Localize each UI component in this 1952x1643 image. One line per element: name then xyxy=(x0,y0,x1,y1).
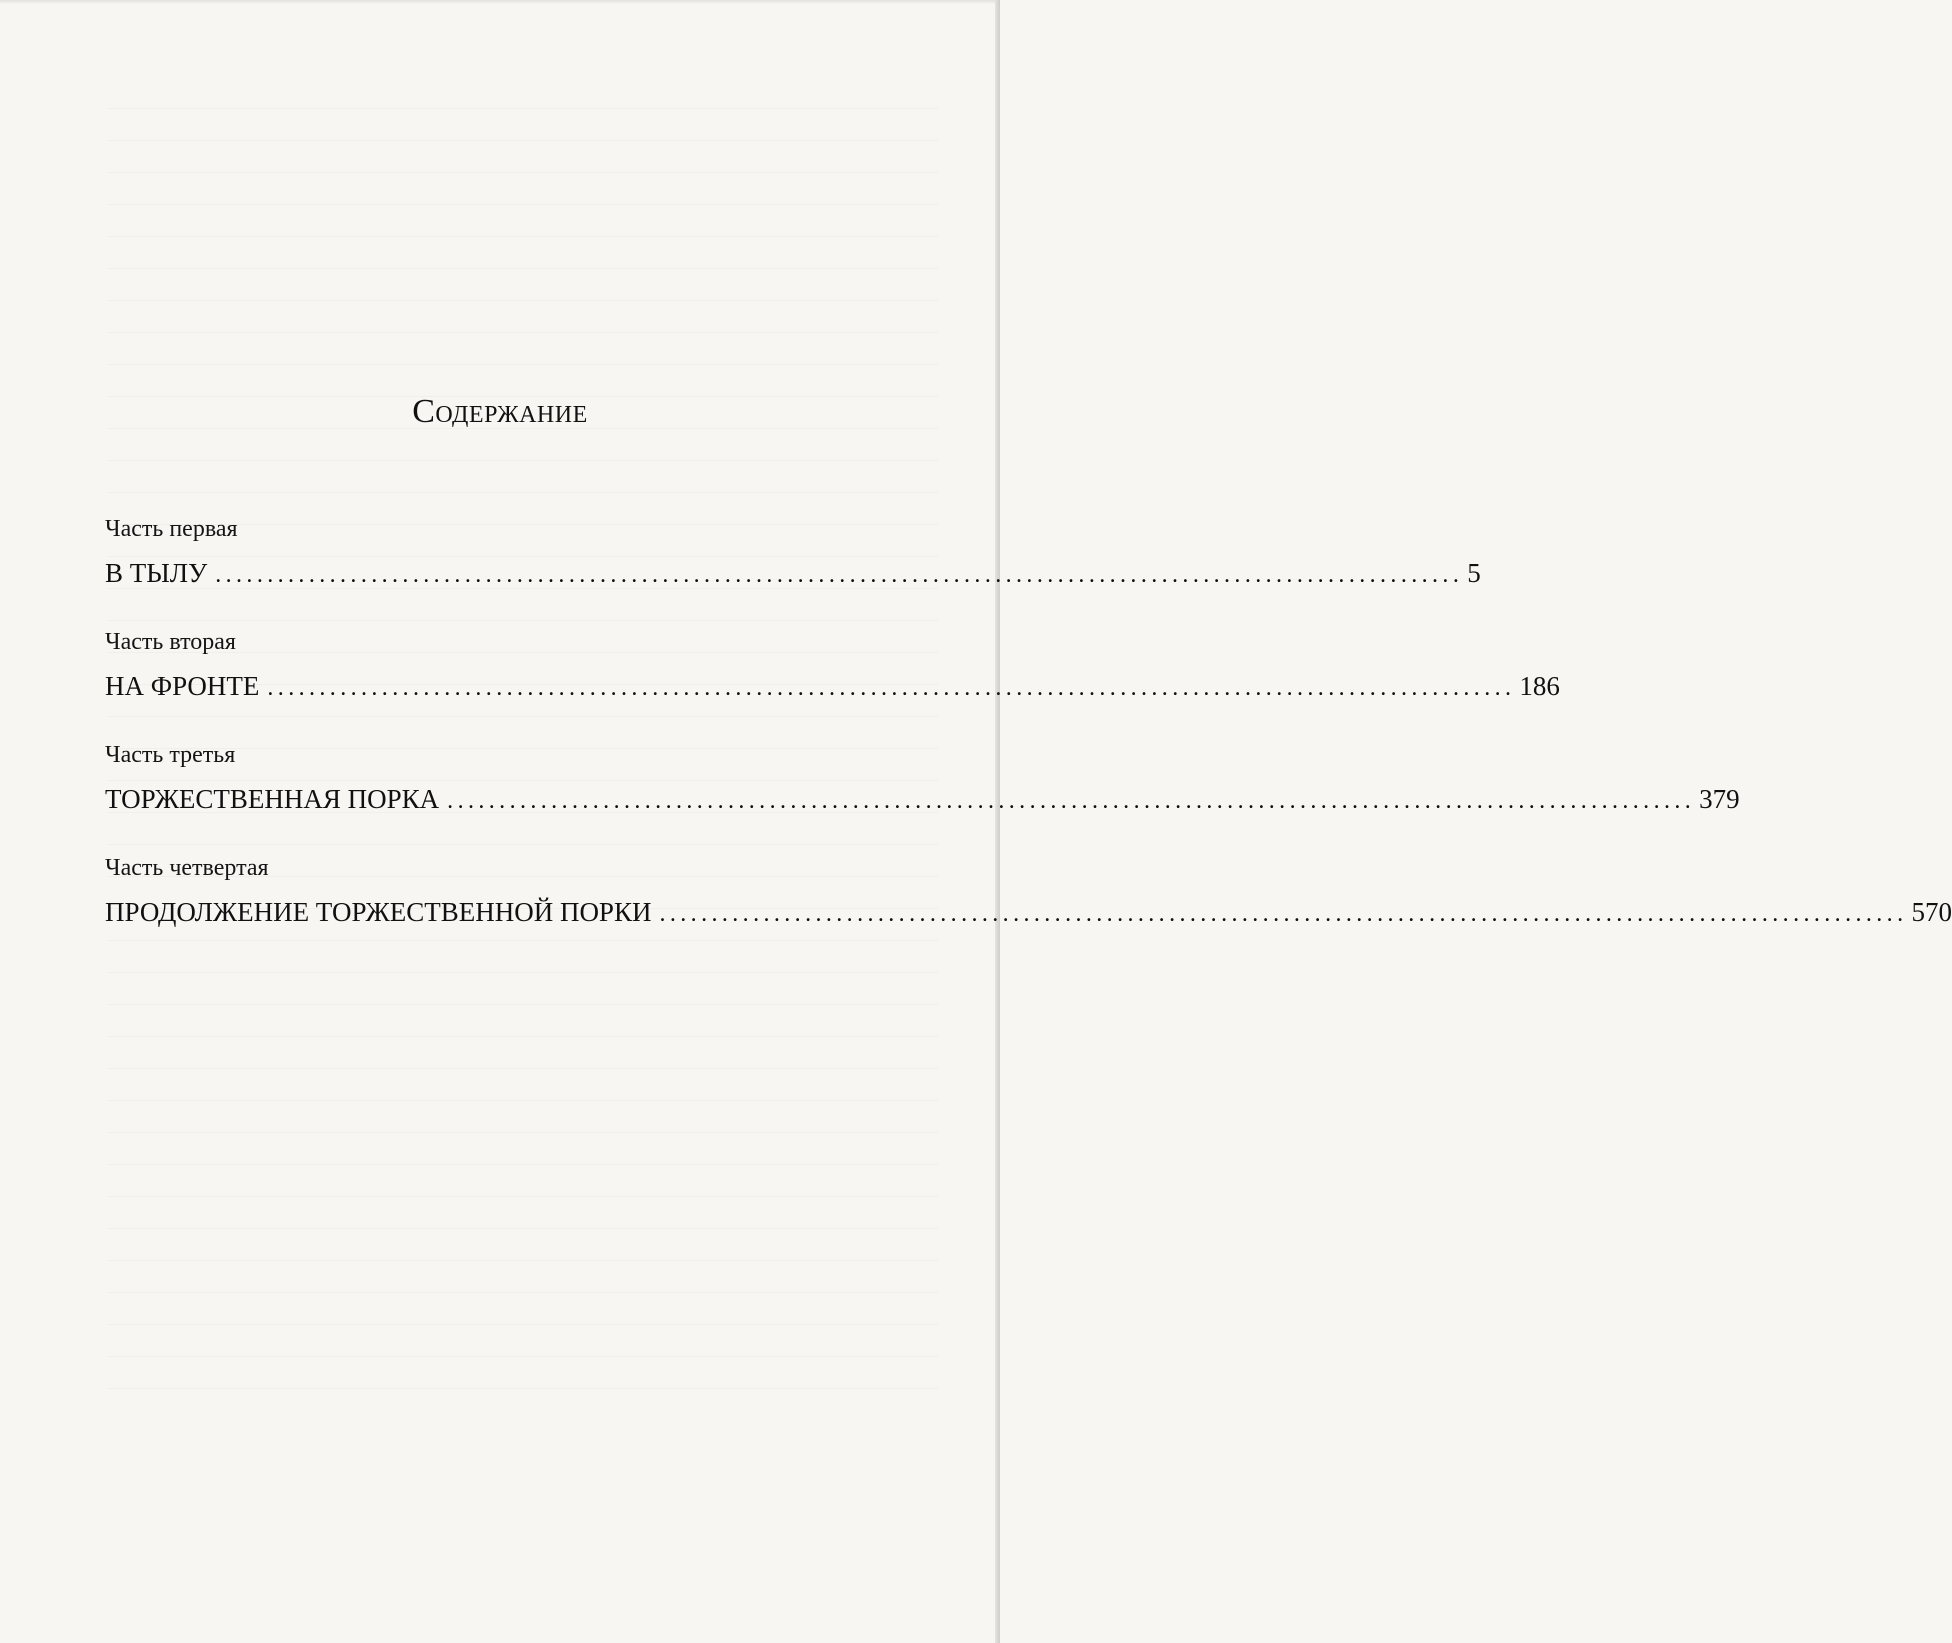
toc-title: Содержание xyxy=(412,393,588,430)
toc-entry-part-2 xyxy=(105,625,1560,705)
bleed-line xyxy=(108,300,938,301)
page-right-edge xyxy=(995,0,1000,1643)
bleed-line xyxy=(108,1036,938,1037)
bleed-line xyxy=(108,1292,938,1293)
toc-line xyxy=(105,667,1560,705)
page-number: 186 xyxy=(1519,671,1560,701)
part-title: ПРОДОЛЖЕНИЕ ТОРЖЕСТВЕННОЙ ПОРКИ xyxy=(105,897,652,927)
page-number: 570 xyxy=(1911,897,1952,927)
part-label: Часть четвертая xyxy=(105,855,269,881)
part-label: Часть первая xyxy=(105,516,238,542)
page-number: 5 xyxy=(1467,558,1481,588)
leader-dots: ........................................................................................................................ xyxy=(267,675,1516,701)
bleed-line xyxy=(108,268,938,269)
bleed-line xyxy=(108,172,938,173)
bleed-line xyxy=(108,1068,938,1069)
part-label: Часть третья xyxy=(105,742,236,768)
toc-line xyxy=(105,893,1952,931)
bleed-line xyxy=(108,204,938,205)
toc-line xyxy=(105,780,1740,818)
bleed-line xyxy=(108,1324,938,1325)
leader-dots: ........................................................................................................................ xyxy=(659,901,1908,927)
bleed-line xyxy=(108,1260,938,1261)
bleed-line xyxy=(108,1196,938,1197)
bleed-line xyxy=(108,1356,938,1357)
page-number: 379 xyxy=(1699,784,1740,814)
bleed-line xyxy=(108,972,938,973)
part-label: Часть вторая xyxy=(105,629,236,655)
leader-dots: ........................................................................................................................ xyxy=(215,562,1464,588)
toc-line xyxy=(105,554,1481,592)
toc-entry-part-1 xyxy=(105,512,1481,592)
bleed-line xyxy=(108,460,938,461)
bleed-line xyxy=(108,140,938,141)
part-title: ТОРЖЕСТВЕННАЯ ПОРКА xyxy=(105,784,440,814)
bleed-line xyxy=(108,1388,938,1389)
bleed-line xyxy=(108,1164,938,1165)
bleed-line xyxy=(108,1132,938,1133)
leader-dots: ........................................................................................................................ xyxy=(447,788,1696,814)
bleed-line xyxy=(108,1004,938,1005)
part-title: НА ФРОНТЕ xyxy=(105,671,260,701)
bleed-line xyxy=(108,332,938,333)
bleed-line xyxy=(108,364,938,365)
toc-entry-part-4 xyxy=(105,851,1952,931)
table-of-contents xyxy=(105,512,1952,964)
toc-entry-part-3 xyxy=(105,738,1740,818)
part-title: В ТЫЛУ xyxy=(105,558,208,588)
bleed-line xyxy=(108,492,938,493)
page-top-edge xyxy=(0,0,1000,4)
bleed-line xyxy=(108,1100,938,1101)
bleed-line xyxy=(108,236,938,237)
bleed-line xyxy=(108,1228,938,1229)
bleed-line xyxy=(108,108,938,109)
